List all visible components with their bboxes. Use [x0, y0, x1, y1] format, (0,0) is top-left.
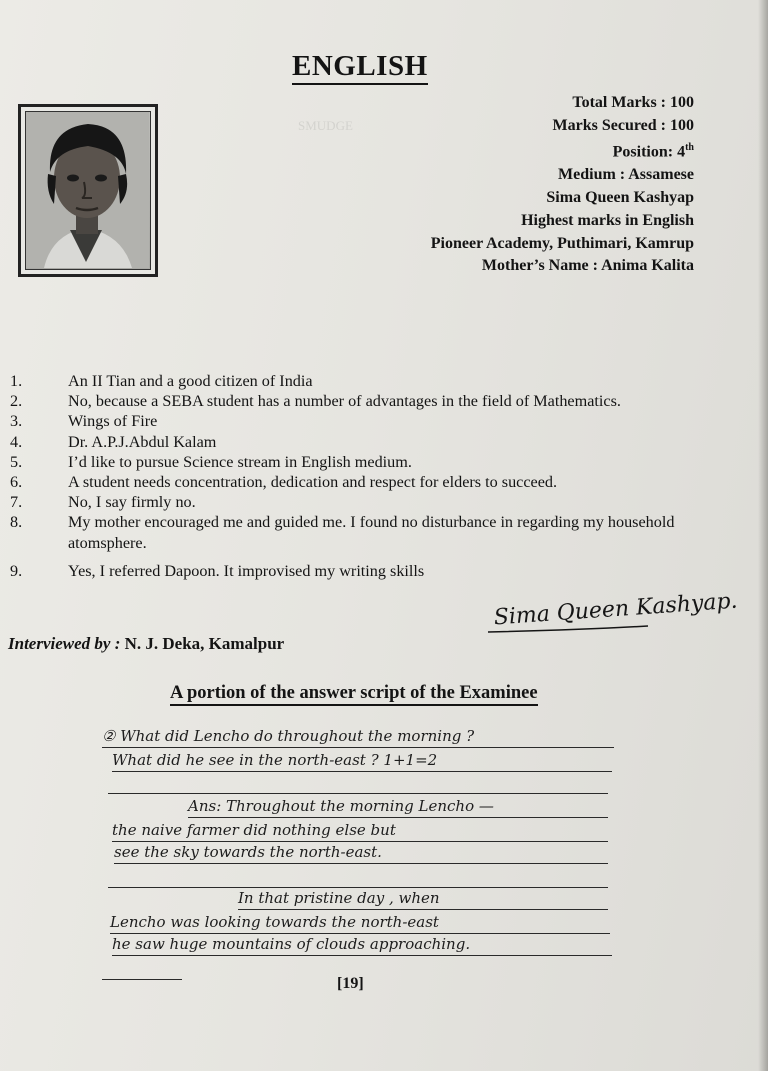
- interviewer-name: N. J. Deka, Kamalpur: [124, 634, 285, 653]
- page-edge-shadow: [758, 0, 768, 1071]
- student-photo: [18, 104, 158, 277]
- answer-item: 6. A student needs concentration, dedication and respect for elders to succeed.: [10, 473, 558, 492]
- school-name: Pioneer Academy, Puthimari, Kamrup: [430, 234, 694, 252]
- handwritten-line: [108, 771, 608, 794]
- answer-item: 1. An II Tian and a good citizen of India: [10, 372, 313, 390]
- document-page: ENGLISH Total Marks : 100 Marks Secured : 100 Position: 4th Medium : Assamese Sima Queen Kashyap Highest marks in English Pioneer Academy, Puthimari, Kamrup Mother’s Name : Anima Kalita SMUDGE 1. An II Tian and a good citizen of India 2. No, because a SEBA student has a number of advantages in the field of Mathematics. 3. Wings of Fire 4. Dr. A.P.J.Abdul Kalam 5. I’d like to pursue Science stream in English medium. 6. A student needs concentration, dedication and respect for elders to succeed. 7. No, I say firmly no. 8. My mother encouraged me and guided me. I found no disturbance in regarding my household atomsphere. 9. Yes, I referred Dapoon. It improvised my writing skills Sima Queen Kashyap. Interviewed by : N. J. Deka, Kamalpur A portion of the answer script of the Examinee ② What did Lencho do throughout the morning ? What did he see in the north-east ? 1+1=2 Ans: Throughout the morning Lencho — the naive farmer did nothing else but see the sky towards the north-east. In that pristine day , when Lencho was looking towards the north-east he saw huge mountains of clouds approaching. [19]: [0, 0, 768, 1071]
- total-marks: Total Marks : 100: [572, 94, 694, 111]
- handwritten-line: see the sky towards the north-east.: [114, 841, 608, 864]
- page-number: [19]: [337, 975, 364, 992]
- marks-secured: Marks Secured : 100: [552, 116, 694, 134]
- portrait-illustration: [26, 112, 149, 268]
- mother-name: Mother’s Name : Anima Kalita: [481, 257, 694, 275]
- student-info: [431, 92, 694, 278]
- answer-item: 3. Wings of Fire: [10, 412, 158, 431]
- answer-item: 8. My mother encouraged me and guided me. I found no disturbance in regarding my household atomsphere.: [10, 513, 675, 552]
- handwritten-line: Lencho was looking towards the north-east: [110, 911, 610, 934]
- svg-text:Sima Queen Kashyap.: Sima Queen Kashyap.: [493, 588, 739, 631]
- answer-item: 4. Dr. A.P.J.Abdul Kalam: [10, 432, 217, 451]
- answer-script-heading: A portion of the answer script of the Examinee: [170, 683, 538, 706]
- handwritten-line: he saw huge mountains of clouds approaching.: [112, 933, 612, 956]
- medium: Medium : Assamese: [558, 166, 694, 184]
- handwritten-line: the naive farmer did nothing else but: [112, 819, 608, 842]
- answer-item: 2. No, because a SEBA student has a number of advantages in the field of Mathematics.: [10, 392, 621, 411]
- photo-portrait: [25, 111, 151, 270]
- handwritten-line: [108, 865, 608, 888]
- interview-answers: [10, 371, 710, 581]
- student-name: Sima Queen Kashyap: [546, 189, 694, 207]
- handwritten-line: [102, 957, 182, 980]
- signature: [488, 586, 739, 640]
- answer-item: 5. I’d like to pursue Science stream in English medium.: [10, 452, 412, 471]
- highest-marks: Highest marks in English: [521, 211, 694, 229]
- position: Position: 4th: [612, 142, 694, 161]
- handwritten-line: In that pristine day , when: [238, 887, 608, 910]
- interviewed-by-label: Interviewed by :: [8, 634, 121, 653]
- handwritten-line: Ans: Throughout the morning Lencho —: [188, 795, 608, 818]
- handwritten-line: What did he see in the north-east ? 1+1=2: [112, 749, 612, 772]
- answer-item: 9. Yes, I referred Dapoon. It improvised my writing skills: [10, 561, 425, 580]
- page-title: ENGLISH: [292, 50, 428, 85]
- answer-item: 7. No, I say firmly no.: [10, 493, 196, 512]
- interviewer-credit: [8, 634, 284, 654]
- handwritten-line: ② What did Lencho do throughout the morning ?: [102, 725, 614, 748]
